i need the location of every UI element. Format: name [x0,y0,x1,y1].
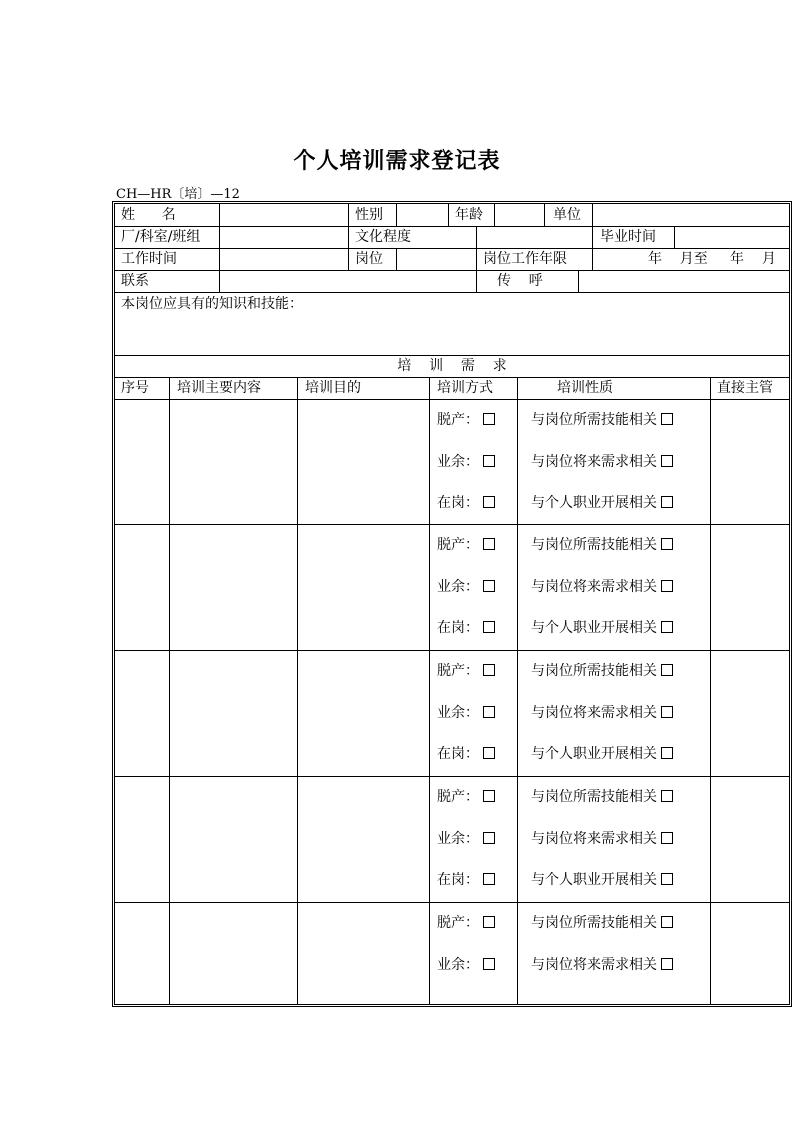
checkbox[interactable] [483,455,495,467]
row-divider [115,226,789,227]
training-nature-option [531,915,673,931]
row-divider [115,292,789,293]
department-label: 厂/科室/班组 [121,229,201,245]
training-nature-label: 与个人职业开展相关 [531,872,657,888]
training-nature-label: 与岗位所需技能相关 [531,537,657,553]
training-method-option [437,537,495,553]
row-divider [115,248,789,249]
col-divider [578,270,579,292]
training-needs-header: 培 训 需 求 [397,358,507,374]
training-method-label: 业余： [437,957,479,973]
post-years-label: 岗位工作年限 [483,251,567,267]
checkbox[interactable] [661,496,673,508]
training-method-option [437,495,495,511]
col-divider [429,377,430,1004]
column-header: 培训主要内容 [177,380,261,396]
training-method-option [437,454,495,470]
training-method-label: 在岗： [437,620,479,636]
checkbox[interactable] [661,958,673,970]
checkbox[interactable] [661,873,673,885]
col-divider [396,204,397,226]
row-divider [115,902,789,903]
col-divider [476,270,477,292]
training-nature-label: 与个人职业开展相关 [531,746,657,762]
training-nature-option [531,495,673,511]
training-nature-option [531,957,673,973]
document-code: CH—HR〔培〕—12 [116,187,240,202]
checkbox[interactable] [483,958,495,970]
training-nature-label: 与岗位将来需求相关 [531,957,657,973]
row-divider [115,776,789,777]
training-method-label: 脱产： [437,537,479,553]
unit-label: 单位 [553,207,581,223]
checkbox[interactable] [483,621,495,633]
checkbox[interactable] [661,790,673,802]
checkbox[interactable] [661,664,673,676]
col-divider [592,248,593,270]
col-divider [396,248,397,270]
education-label: 文化程度 [355,229,411,245]
checkbox[interactable] [483,538,495,550]
training-method-option [437,579,495,595]
checkbox[interactable] [661,538,673,550]
training-nature-label: 与岗位所需技能相关 [531,663,657,679]
training-nature-label: 与岗位将来需求相关 [531,705,657,721]
row-divider [115,524,789,525]
training-nature-option [531,620,673,636]
training-method-label: 脱产： [437,412,479,428]
training-nature-option [531,746,673,762]
checkbox[interactable] [483,706,495,718]
training-method-option [437,872,495,888]
work-time-label: 工作时间 [121,251,177,267]
col-divider [476,226,477,248]
training-nature-option [531,872,673,888]
col-divider [517,377,518,1004]
checkbox[interactable] [661,832,673,844]
row-divider [115,355,789,356]
name-label: 姓 名 [121,207,176,223]
graduation-time-label: 毕业时间 [600,229,656,245]
col-divider [592,204,593,226]
column-header: 培训目的 [305,380,361,396]
training-method-label: 业余： [437,705,479,721]
col-divider [476,248,477,270]
training-nature-label: 与岗位将来需求相关 [531,831,657,847]
column-header: 培训方式 [437,380,493,396]
training-nature-option [531,663,673,679]
training-method-option [437,789,495,805]
checkbox[interactable] [483,747,495,759]
contact-label: 联系 [121,273,149,289]
checkbox[interactable] [483,832,495,844]
row-divider [115,377,789,378]
column-header: 培训性质 [557,380,613,396]
checkbox[interactable] [661,747,673,759]
column-header: 序号 [121,380,149,396]
page-title: 个人培训需求登记表 [293,149,501,174]
training-nature-label: 与岗位所需技能相关 [531,915,657,931]
training-method-option [437,663,495,679]
training-method-label: 脱产： [437,789,479,805]
checkbox[interactable] [661,580,673,592]
col-divider [544,204,545,226]
training-nature-label: 与岗位将来需求相关 [531,454,657,470]
registration-form [112,201,792,1007]
checkbox[interactable] [483,916,495,928]
col-divider [169,377,170,1004]
training-method-label: 在岗： [437,872,479,888]
col-divider [674,226,675,248]
checkbox[interactable] [661,916,673,928]
training-nature-option [531,454,673,470]
pager-label: 传 呼 [497,273,543,289]
row-divider [115,399,789,400]
col-divider [297,377,298,1004]
post-label: 岗位 [355,251,383,267]
checkbox[interactable] [661,621,673,633]
training-nature-option [531,412,673,428]
training-nature-label: 与岗位所需技能相关 [531,412,657,428]
training-method-option [437,915,495,931]
checkbox[interactable] [661,706,673,718]
training-method-label: 脱产： [437,663,479,679]
checkbox[interactable] [483,580,495,592]
training-method-label: 在岗： [437,495,479,511]
training-method-label: 业余： [437,831,479,847]
training-method-label: 业余： [437,579,479,595]
checkbox[interactable] [483,790,495,802]
row-divider [115,650,789,651]
checkbox[interactable] [483,664,495,676]
checkbox[interactable] [483,873,495,885]
col-divider [448,204,449,226]
training-nature-label: 与个人职业开展相关 [531,620,657,636]
training-method-option [437,957,495,973]
training-method-option [437,746,495,762]
checkbox[interactable] [483,413,495,425]
checkbox[interactable] [661,413,673,425]
period-text: 年 月至 年 月 [648,251,776,267]
training-method-label: 脱产： [437,915,479,931]
col-divider [710,377,711,1004]
skills-label: 本岗位应具有的知识和技能： [121,296,303,312]
training-method-label: 业余： [437,454,479,470]
row-divider [115,270,789,271]
col-divider [494,204,495,226]
col-divider [219,204,220,292]
column-header: 直接主管 [717,380,773,396]
training-method-option [437,412,495,428]
training-nature-option [531,579,673,595]
training-nature-option [531,705,673,721]
training-nature-label: 与岗位所需技能相关 [531,789,657,805]
training-method-option [437,705,495,721]
training-nature-label: 与岗位将来需求相关 [531,579,657,595]
col-divider [592,226,593,248]
training-nature-label: 与个人职业开展相关 [531,495,657,511]
checkbox[interactable] [483,496,495,508]
training-nature-option [531,789,673,805]
training-method-option [437,831,495,847]
training-method-label: 在岗： [437,746,479,762]
gender-label: 性别 [355,207,383,223]
training-nature-option [531,831,673,847]
training-method-option [437,620,495,636]
training-nature-option [531,537,673,553]
checkbox[interactable] [661,455,673,467]
col-divider [348,204,349,270]
age-label: 年龄 [455,207,483,223]
